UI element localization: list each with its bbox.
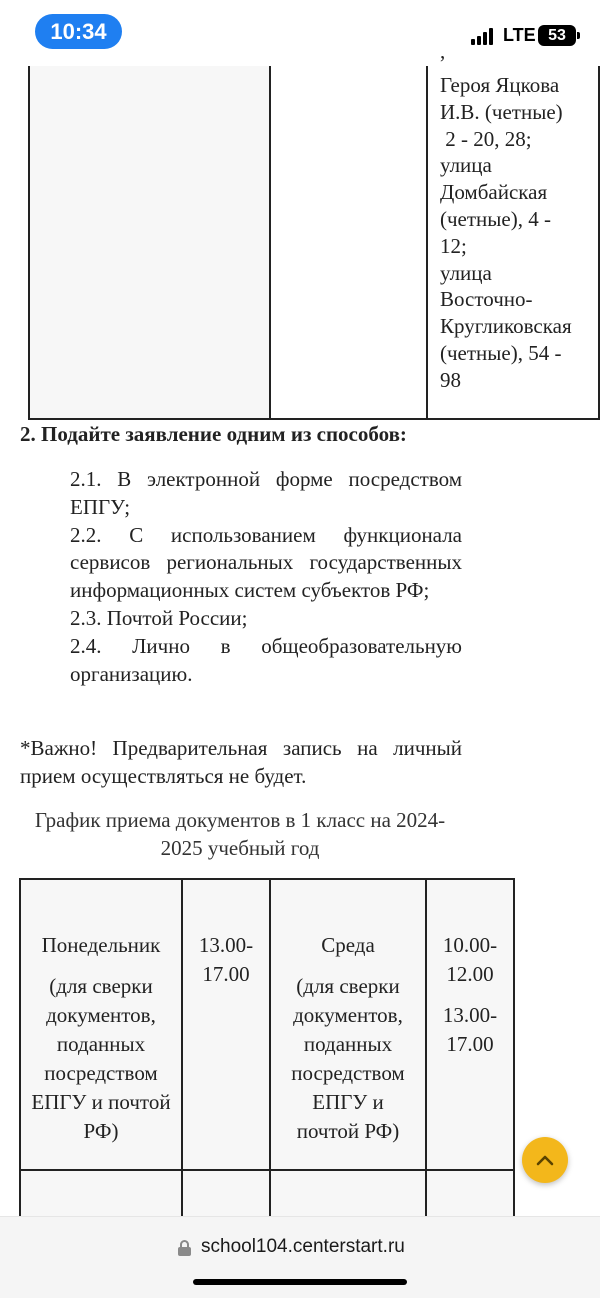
method-item: 2.1. В электронной форме посредством ЕПГУ; (70, 467, 462, 519)
street-line: улица (440, 260, 492, 285)
street-line: (четные), 54 - (440, 340, 562, 365)
schedule-title: График приема документов в 1 класс на 2024-2025 учебный год (34, 808, 446, 860)
important-note: *Важно! Предварительная запись на личный прием осуществляться не будет. (20, 736, 462, 788)
url-text[interactable] (178, 1236, 405, 1258)
cut-off-line: , (440, 39, 446, 63)
address-table-cell (269, 66, 426, 420)
method-item: 2.3. Почтой России; (70, 605, 248, 630)
page-content (0, 39, 600, 1216)
section-heading: 2. Подайте заявление одним из способов: (20, 422, 407, 446)
battery-icon: 53 (538, 25, 576, 46)
address-table (28, 39, 600, 420)
street-line: Восточно- (440, 287, 533, 312)
method-item: 2.4. Лично в общеобразовательную организацию. (70, 633, 462, 686)
schedule-time-cell (181, 878, 271, 1171)
scroll-to-top-button[interactable] (522, 1137, 568, 1183)
day-note: (для сверки документов, поданных посредством ЕПГУ и почтой РФ) (291, 974, 405, 1143)
street-line: 98 (440, 367, 461, 392)
schedule-day-cell (19, 878, 183, 1171)
browser-address-bar[interactable] (0, 1216, 600, 1298)
schedule-time-cell (425, 878, 515, 1171)
day-name: Понедельник (41, 933, 161, 957)
status-time[interactable]: 10:34 (35, 14, 122, 49)
network-type: LTE (503, 25, 536, 45)
method-item: 2.2. С использованием функционала сервисов региональных государственных информационных систем субъектов РФ; (70, 522, 462, 603)
street-line: улица (440, 153, 492, 178)
submission-methods-list (70, 466, 462, 688)
time-slot: 10.00-12.00 (442, 933, 498, 986)
street-line: Героя Яцкова (440, 73, 560, 97)
time-slot: 13.00-17.00 (198, 933, 254, 986)
day-name: Среда (321, 933, 375, 957)
street-line: 2 - 20, 28; (440, 126, 532, 151)
address-table-cell (28, 66, 269, 420)
street-line: И.В. (четные) (440, 99, 563, 124)
street-line: (четные), 4 - (440, 206, 551, 231)
url-label: school104.centerstart.ru (201, 1236, 405, 1257)
time-slot: 13.00-17.00 (442, 1003, 498, 1056)
day-note: (для сверки документов, поданных посредством ЕПГУ и почтой РФ) (31, 974, 171, 1143)
schedule-day-cell (269, 878, 427, 1171)
chevron-up-icon (535, 1151, 555, 1169)
street-list (440, 39, 600, 394)
home-indicator[interactable] (193, 1279, 407, 1285)
cellular-signal-icon (471, 27, 497, 45)
address-table-cell-streets (426, 39, 600, 420)
street-line: Домбайская (440, 180, 548, 205)
street-line: 12; (440, 233, 467, 258)
street-line: Кругликовская (440, 314, 572, 339)
